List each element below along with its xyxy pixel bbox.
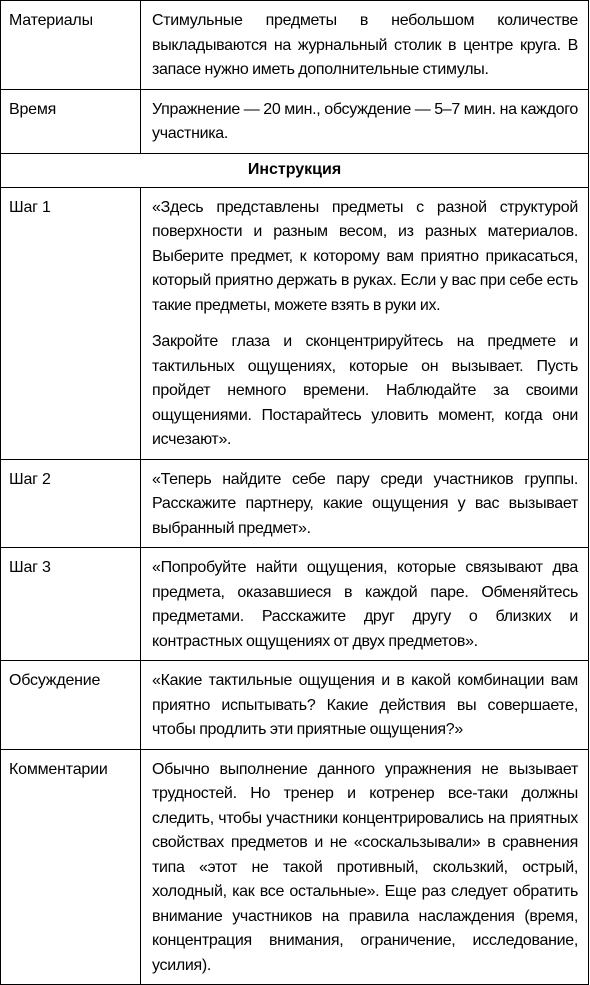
table-row-step-2 [1,459,589,548]
paragraph: «Здесь представлены предметы с разной структурой поверхности и разным весом, из разных материалов. Выберите предмет, к которому вам приятно прикасаться, который приятно держать в руках. Если у вас при себе есть такие предметы, можете взять в руки их. [152,198,578,314]
paragraph: Упражнение — 20 мин., обсуждение — 5–7 мин. на каждого участника. [152,100,578,142]
paragraph: «Теперь найдите себе пару среди участников группы. Расскажите партнеру, какие ощущения у вас вызывает выбранный предмет». [152,470,578,537]
paragraph: Стимульные предметы в небольшом количестве выкладываются на журнальный столик в центре круга. В запасе нужно иметь дополнительные стимулы. [152,12,578,78]
paragraph: «Какие тактильные ощущения и в какой комбинации вам приятно испытывать? Какие действия вы совершаете, чтобы продлить эти приятные ощущения?» [152,672,578,738]
paragraph: Обычно выполнение данного упражнения не вызывает трудностей. Но тренер и котренер все-таки должны следить, чтобы участники концентрировались на приятных свойствах предметов и не «соскальзывали» в сравнения типа «этот не такой противный, скользкий, острый, холодный, как все остальные». Еще раз следует обратить внимание участников на правила наслаждения (время, концентрация внимания, ограничение, исследование, усилия). [152,760,578,974]
table-row-materials [1,1,589,90]
row-content-time [141,89,589,153]
paragraph: «Попробуйте найти ощущения, которые связывают два предмета, оказавшиеся в каждой паре. Обменяйтесь предметами. Расскажите друг другу о близких и контрастных ощущениях от двух предметов». [152,559,578,650]
table-row-heading [1,153,589,187]
table-row-step-3 [1,548,589,661]
table-row-discussion [1,661,589,750]
table-row-comments [1,749,589,985]
table-row-time [1,89,589,153]
row-content-step-2 [141,459,589,548]
row-content-discussion [141,661,589,750]
table-row-step-1 [1,187,589,459]
paragraph: Закройте глаза и сконцентрируйтесь на предмете и тактильных ощущениях, которые он вызывает. Пусть пройдет немного времени. Наблюдайте за своими ощущениями. Постарайтесь уловить момент, когда они исчезают». [152,333,578,448]
row-label-step-3: Шаг 3 [1,548,141,661]
row-content-step-1 [141,187,589,459]
row-label-step-2: Шаг 2 [1,459,141,548]
row-label-comments: Комментарии [1,749,141,985]
row-content-materials [141,1,589,90]
row-label-discussion: Обсуждение [1,661,141,750]
row-content-step-3 [141,548,589,661]
row-content-comments [141,749,589,985]
row-label-time: Время [1,89,141,153]
section-heading: Инструкция [1,153,589,187]
row-label-materials: Материалы [1,1,141,90]
row-label-step-1: Шаг 1 [1,187,141,459]
